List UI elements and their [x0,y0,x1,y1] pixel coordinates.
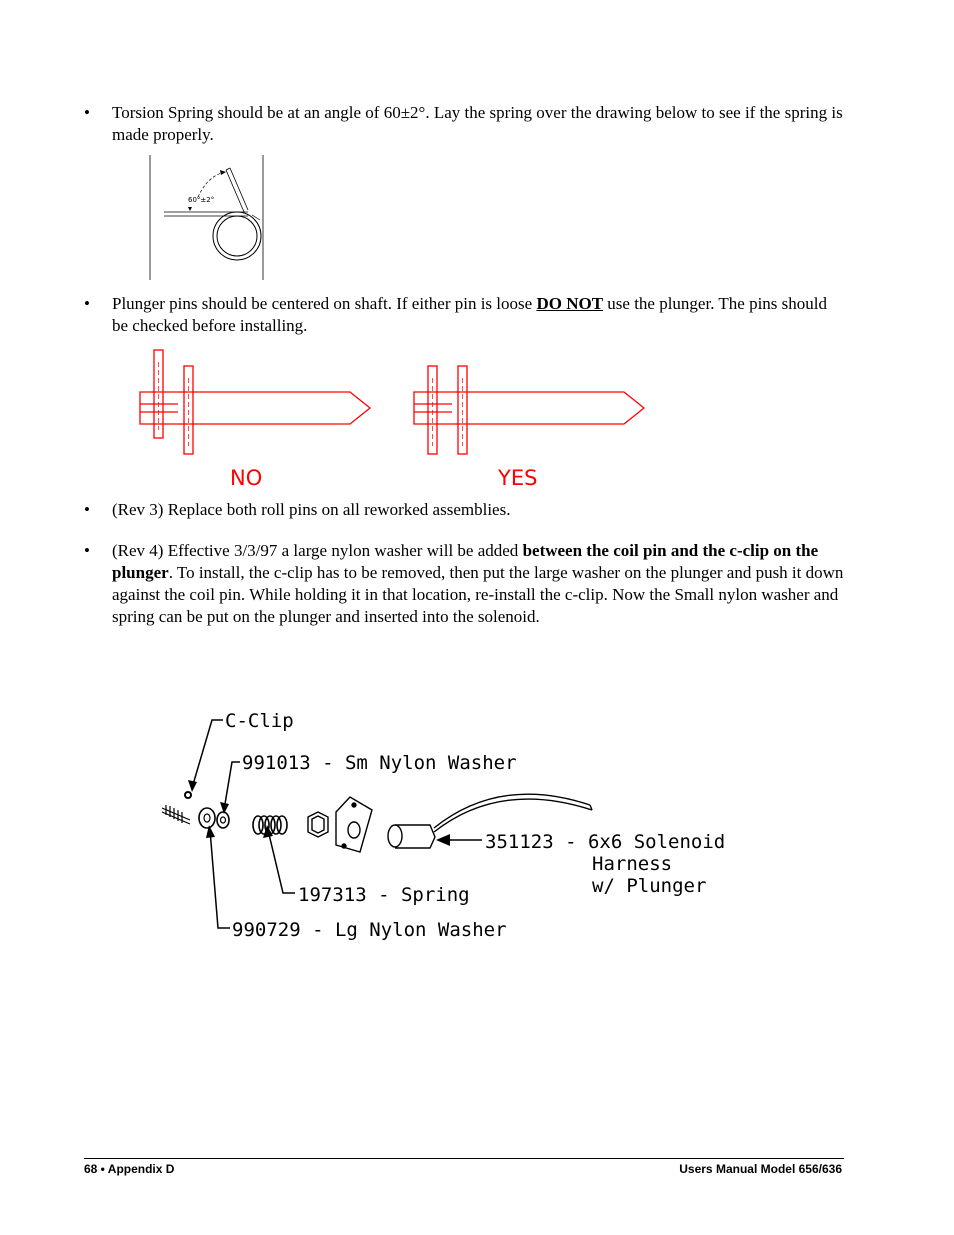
c-clip-part [185,792,191,798]
bullet-text-end: . To install, the c-clip has to be removed, then put the large washer on the plunger and push it down against the coil pin. While holding it in that location, re-install the c-clip. Now the Small nylon washer and spring can be put on the plunger and inserted into the solenoid. [112,563,844,626]
c-clip-label: C-Clip [225,710,294,732]
footer-rule [84,1158,844,1159]
no-label: NO [230,466,263,490]
lg-washer-label: 990729 - Lg Nylon Washer [232,919,507,941]
plunger-yes-drawing [414,366,644,454]
sm-washer-label: 991013 - Sm Nylon Washer [242,752,517,774]
bullet-text: (Rev 3) Replace both roll pins on all reworked assemblies. [112,500,511,519]
bullet-plunger-pins [84,293,844,337]
large-washer-part [199,808,215,828]
bullet-dot: • [84,294,90,313]
bullet-text [112,293,844,337]
bullet-text [112,540,844,628]
bullet-nylon-washer [84,540,844,628]
plunger-end-part [162,805,190,824]
bullet-text: Torsion Spring should be at an angle of 60±2°. Lay the spring over the drawing below to see if the spring is made properly. [112,103,843,144]
exploded-parts-figure [150,700,750,950]
bullet-dot: • [84,541,90,560]
bullet-text-end: use the plunger. The pins should be checked before installing. [112,294,828,335]
solenoid-label-line2: Harness [592,853,673,875]
bracket-part [336,797,372,852]
small-washer-part [217,812,229,828]
footer-page-section: 68 • Appendix D [84,1162,175,1176]
spring-label: 197313 - Spring [298,884,470,906]
solenoid-label-line1: 351123 - 6x6 Solenoid [485,831,726,853]
hex-nut-part [308,812,328,837]
yes-label: YES [498,466,538,490]
angle-label: 60°±2° [188,196,215,204]
plunger-no-drawing [140,350,370,454]
footer-manual-title: Users Manual Model 656/636 [679,1162,842,1176]
solenoid-label-line3: w/ Plunger [592,875,707,897]
bullet-torsion-spring [84,102,844,146]
bullet-roll-pins [84,499,844,521]
do-not-emphasis: DO NOT [536,294,604,313]
plunger-pins-figure [130,342,660,492]
bullet-text-start: Plunger pins should be centered on shaft. If either pin is loose [112,294,537,313]
bullet-dot: • [84,103,90,122]
torsion-spring-figure [140,150,275,285]
coil-pin-emphasis: between the coil pin and the c-clip on the plunger [112,541,819,582]
bullet-text-start: (Rev 4) Effective 3/3/97 a large nylon washer will be added [112,541,523,560]
bullet-dot: • [84,500,90,519]
